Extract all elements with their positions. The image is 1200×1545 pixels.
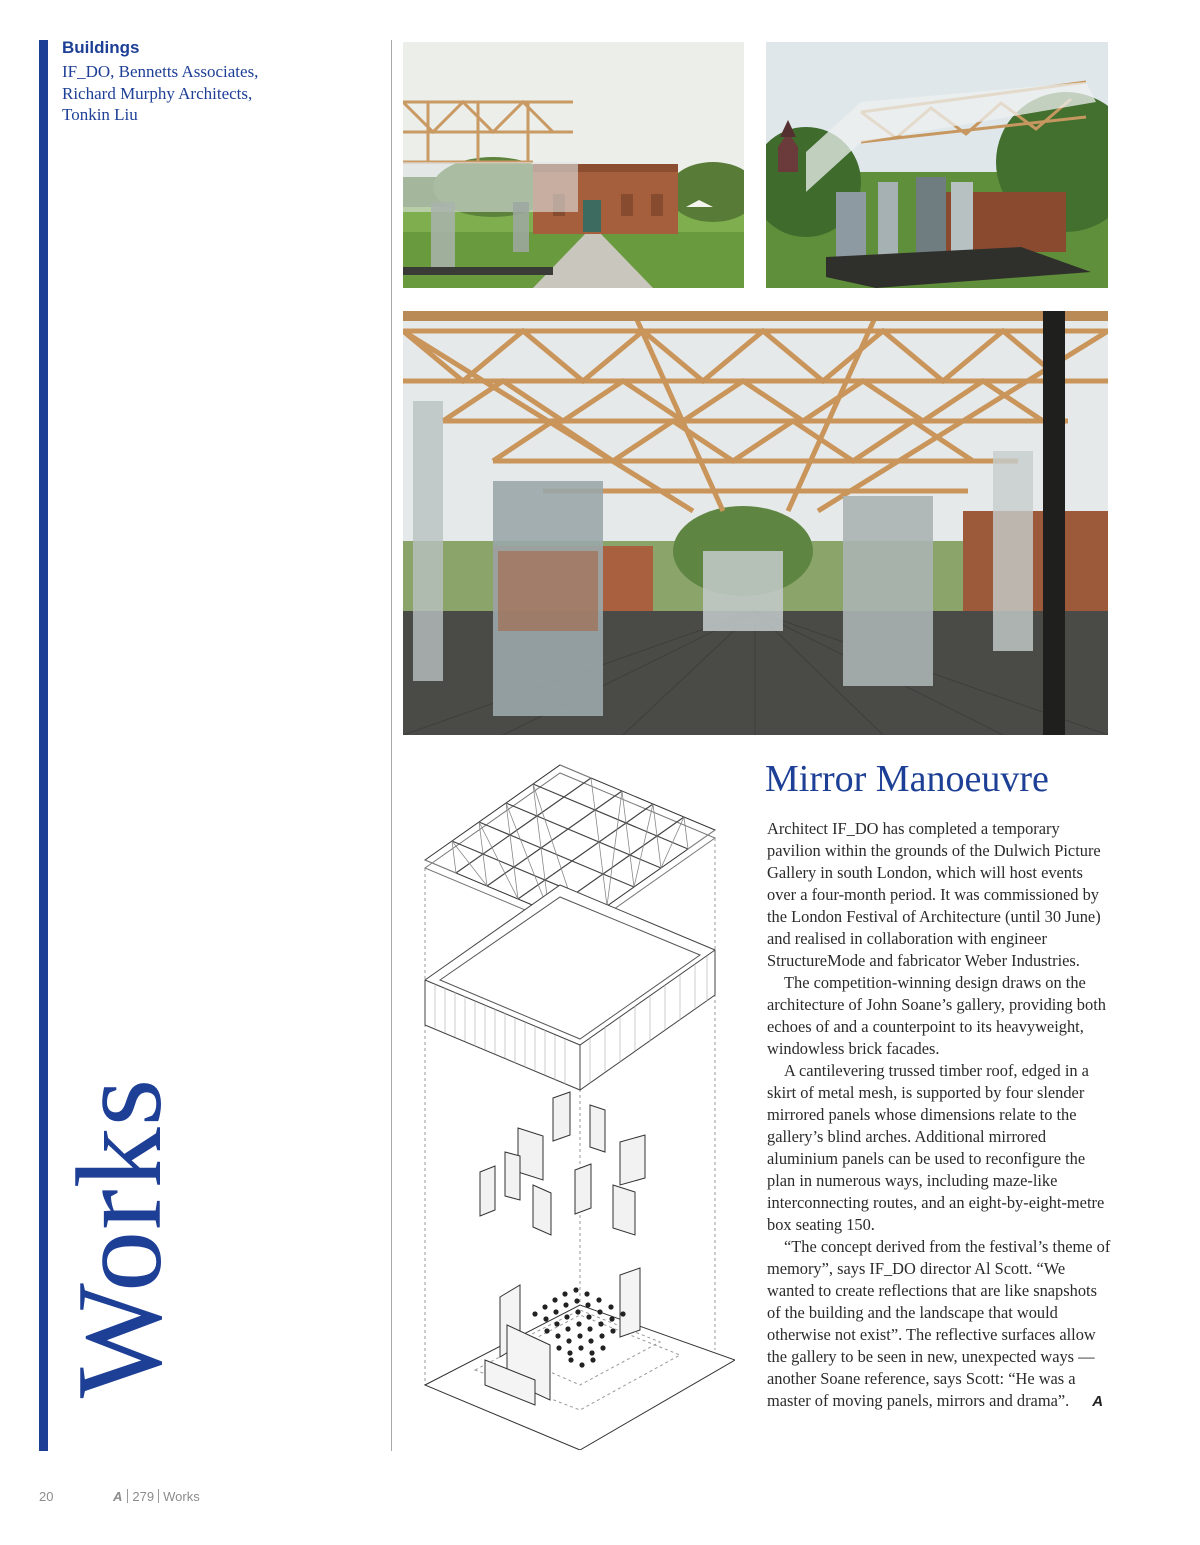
credit-line: IF_DO, Bennetts Associates, bbox=[62, 62, 259, 81]
article-paragraph: A cantilevering trussed timber roof, edged in a skirt of metal mesh, is supported by four slender mirrored panels whose dimensions relate to the gallery’s blind arches. Additional mirrored aluminium panels can be used to reconfigure the plan in numerous ways, including maze-like interconnecting routes, and an eight-by-eight-metre box seating 150. bbox=[767, 1061, 1105, 1234]
page-number: 20 bbox=[39, 1489, 54, 1504]
photo-pavilion-exterior-image bbox=[766, 42, 1108, 288]
article-paragraph-text: “The concept derived from the festival’s theme of memory”, says IF_DO director Al Scott. “We wanted to create reflections that are like snapshots of the building and the landscape that would otherwise not exist”. The reflective surfaces allow the gallery to be seen in new, unexpected ways — another Soane reference, says Scott: “He was a master of moving panels, mirrors and drama”. bbox=[767, 1237, 1111, 1410]
photo-pavilion-exterior bbox=[766, 42, 1108, 288]
photo-pavilion-courtyard bbox=[403, 42, 744, 288]
footer-section: Works bbox=[163, 1489, 200, 1504]
architect-credits bbox=[62, 61, 362, 126]
magazine-logo: A bbox=[113, 1489, 123, 1504]
article-paragraph-last bbox=[767, 1236, 1112, 1413]
exploded-axonometric-drawing bbox=[415, 760, 735, 1450]
article-title: Mirror Manoeuvre bbox=[765, 758, 1049, 800]
accent-bar bbox=[39, 40, 48, 1451]
photo-pavilion-interior-image bbox=[403, 311, 1108, 735]
page-footer bbox=[39, 1489, 200, 1504]
end-mark-logo: A bbox=[1092, 1393, 1104, 1410]
article-paragraph: Architect IF_DO has completed a temporary pavilion within the grounds of the Dulwich Picture Gallery in south London, which will host events over a four-month period. It was commissioned by the London Festival of Architecture (until 30 June) and realised in collaboration with engineer StructureMode and fabricator Weber Industries. bbox=[767, 819, 1101, 970]
footer-separator bbox=[127, 1489, 128, 1503]
credit-line: Tonkin Liu bbox=[62, 105, 138, 124]
article-paragraph: The competition-winning design draws on the architecture of John Soane’s gallery, providing both echoes of and a counterpoint to its heavyweight, windowless brick facades. bbox=[767, 973, 1106, 1058]
photo-pavilion-courtyard-image bbox=[403, 42, 744, 288]
credit-line: Richard Murphy Architects, bbox=[62, 83, 253, 103]
section-label: Buildings bbox=[62, 38, 140, 57]
section-title-text: Works bbox=[52, 1077, 188, 1398]
footer-separator bbox=[158, 1489, 159, 1503]
photo-pavilion-interior bbox=[403, 311, 1108, 735]
article-body bbox=[767, 818, 1112, 1413]
column-divider bbox=[391, 40, 392, 1451]
exploded-axonometric-diagram bbox=[415, 760, 735, 1450]
issue-number: 279 bbox=[132, 1489, 155, 1504]
